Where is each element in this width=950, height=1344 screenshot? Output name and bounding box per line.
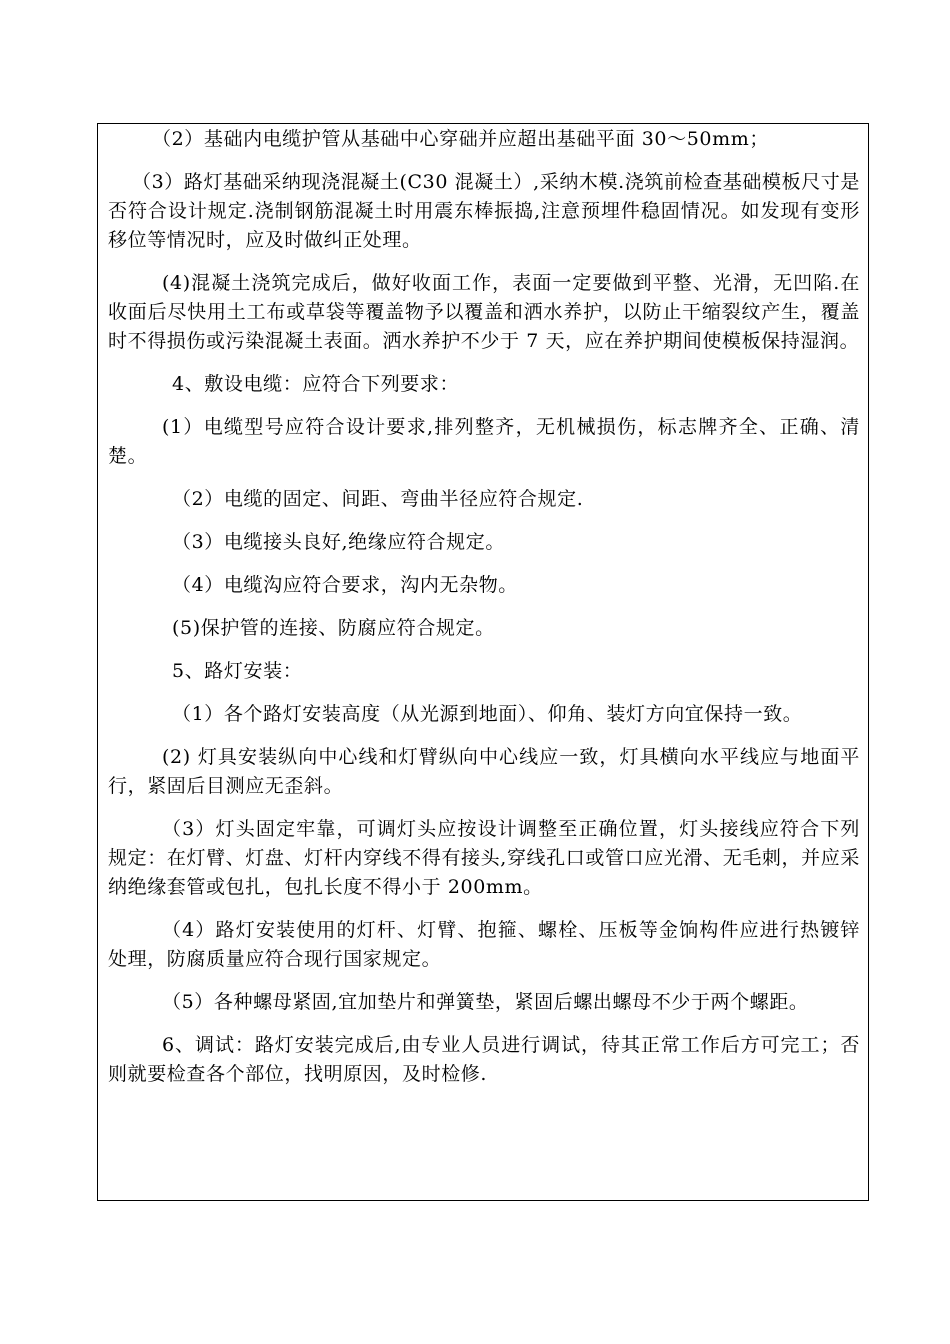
paragraph-cable-joint: （3）电缆接头良好,绝缘应符合规定。 (172, 531, 505, 553)
paragraph-cable-fixing: （2）电缆的固定、间距、弯曲半径应符合规定. (172, 488, 584, 510)
paragraph-lamp-centerline: (2) 灯具安装纵向中心线和灯臂纵向中心线应一致，灯具横向水平线应与地面平行，紧固后目测应无歪斜。 (108, 746, 860, 797)
document-body (108, 125, 860, 1103)
paragraph-cable-model: (1）电缆型号应符合设计要求,排列整齐，无机械损伤，标志牌齐全、正确、清楚。 (108, 416, 860, 467)
section-heading-lamp-installation: 5、路灯安装： (172, 660, 303, 682)
section-heading-cable-laying: 4、敷设电缆：应符合下列要求： (172, 373, 460, 395)
paragraph-lamp-height: （1）各个路灯安装高度（从光源到地面）、仰角、装灯方向宜保持一致。 (172, 703, 803, 725)
paragraph-protective-pipe: (5)保护管的连接、防腐应符合规定。 (172, 617, 495, 639)
paragraph-foundation-conduit: （2）基础内电缆护管从基础中心穿础并应超出基础平面 30～50mm； (152, 128, 769, 150)
paragraph-concrete-curing: (4)混凝土浇筑完成后，做好收面工作，表面一定要做到平整、光滑，无凹陷.在收面后尽快用土工布或草袋等覆盖物予以覆盖和洒水养护，以防止干缩裂纹产生，覆盖时不得损伤或污染混凝土表面。洒水养护不少于 7 天，应在养护期间使模板保持湿润。 (108, 272, 860, 352)
section-heading-debugging: 6、调试：路灯安装完成后,由专业人员进行调试，待其正常工作后方可完工；否则就要检查各个部位，找明原因，及时检修. (108, 1034, 860, 1085)
paragraph-cable-trench: （4）电缆沟应符合要求，沟内无杂物。 (172, 574, 518, 596)
paragraph-galvanizing: （4）路灯安装使用的灯杆、灯臂、抱箍、螺栓、压板等金饷构件应进行热镀锌处理，防腐质量应符合现行国家规定。 (108, 919, 860, 970)
paragraph-nut-fastening: （5）各种螺母紧固,宜加垫片和弹簧垫，紧固后螺出螺母不少于两个螺距。 (162, 991, 809, 1013)
paragraph-lamp-head: （3）灯头固定牢靠，可调灯头应按设计调整至正确位置，灯头接线应符合下列规定：在灯臂、灯盘、灯杆内穿线不得有接头,穿线孔口或管口应光滑、无毛刺，并应采纳绝缘套管或包扎，包扎长度不得小于 200mm。 (108, 818, 860, 898)
paragraph-foundation-concrete: （3）路灯基础采纳现浇混凝土(C30 混凝土）,采纳木模.浇筑前检查基础模板尺寸是否符合设计规定.浇制钢筋混凝土时用震东棒振捣,注意预埋件稳固情况。如发现有变形移位等情况时，应及时做纠正处理。 (108, 171, 860, 251)
